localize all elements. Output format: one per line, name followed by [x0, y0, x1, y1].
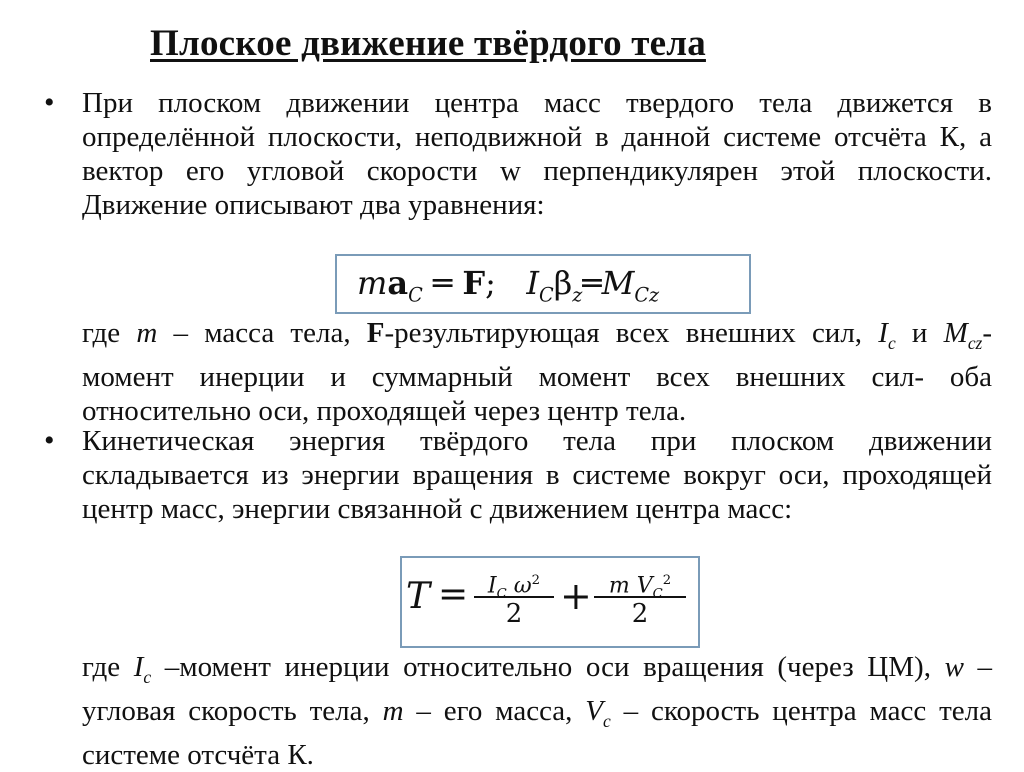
moment-subscript: Cz — [634, 283, 660, 307]
equations-of-motion-formula — [357, 264, 659, 306]
rotational-denominator: 2 — [505, 599, 523, 629]
explanation-equations — [82, 316, 992, 428]
acceleration-subscript: C — [408, 283, 423, 307]
acceleration-symbol: a — [387, 264, 409, 302]
equals-sign-2: ═ — [582, 264, 602, 302]
translational-denominator: 2 — [631, 599, 649, 629]
moment-var: M — [943, 317, 968, 349]
velocity-sup: 2 — [662, 573, 672, 588]
velocity-sub: C — [652, 586, 663, 602]
text: – угловая скорость тела, — [82, 651, 993, 727]
mass-symbol: m — [357, 264, 388, 302]
inertia-subscript: C — [539, 283, 554, 307]
omega-sym: ω — [513, 573, 532, 599]
energy-symbol: T — [406, 576, 431, 617]
text: – масса тела, — [157, 317, 367, 349]
paragraph-plane-motion: При плоском движении центра масс твердого тела движется в определённой плоскости, неподвижной в данной системе отсчёта К, а вектор его угловой скорости w перпендикулярен этой плоскости. Движение описывают два уравнения: — [82, 87, 992, 221]
text: и — [895, 317, 944, 349]
inertia-var-2: I — [133, 651, 144, 683]
paragraph-kinetic-energy: Кинетическая энергия твёрдого тела при плоском движении складывается из энергии вращения в системе вокруг оси, проходящей центр масс, энергии связанной с движением центра масс: — [82, 425, 992, 525]
text: –момент инерции относительно оси вращения (через ЦМ), — [151, 651, 945, 683]
inertia-sub: C — [496, 586, 507, 602]
force-symbol: F — [462, 264, 486, 302]
translational-energy-fraction — [594, 566, 686, 630]
semicolon: ; — [485, 264, 496, 302]
text: - момент инерции и суммарный момент всех внешних сил- оба относительно оси, проходящей через центр тела. — [82, 317, 992, 427]
kinetic-energy-formula-box — [400, 556, 700, 648]
inertia-symbol: I — [526, 264, 540, 302]
omega-sup: 2 — [531, 573, 541, 588]
velocity-var-subscript: c — [603, 710, 611, 731]
equals-sign-3: = — [438, 574, 469, 615]
inertia-var-subscript: c — [887, 332, 896, 353]
angular-velocity-var: w — [944, 651, 964, 683]
inertia-var: I — [878, 317, 888, 349]
rotational-energy-fraction — [474, 566, 554, 630]
rotational-numerator — [474, 566, 554, 602]
explanation-kinetic-energy — [82, 650, 992, 772]
bullet-marker-1: • — [44, 86, 55, 119]
moment-var-subscript: cz — [967, 332, 983, 353]
equations-of-motion-box — [335, 254, 751, 314]
equals-sign: ═ — [432, 264, 453, 302]
velocity-sym: V — [636, 573, 653, 599]
inertia-sym: I — [487, 573, 497, 599]
force-var: F — [366, 317, 385, 349]
text: где — [82, 317, 137, 349]
mass-sym: m — [608, 573, 630, 599]
moment-symbol: M — [601, 264, 635, 302]
translational-numerator — [594, 566, 686, 602]
text: -результирующая всех внешних сил, — [384, 317, 879, 349]
text: где — [82, 651, 134, 683]
text: – его масса, — [403, 694, 586, 727]
velocity-var: V — [585, 694, 604, 727]
mass-var-2: m — [382, 694, 404, 727]
mass-var: m — [136, 317, 158, 349]
bullet-marker-2: • — [44, 424, 55, 457]
plus-sign: + — [560, 574, 592, 618]
beta-subscript: z — [572, 283, 583, 307]
inertia-var-2-subscript: c — [143, 666, 152, 687]
slide-title: Плоское движение твёрдого тела — [150, 23, 706, 64]
angular-acceleration-symbol: β — [553, 264, 573, 302]
text: – скорость центра масс тела системе отсчёта К. — [82, 694, 992, 771]
